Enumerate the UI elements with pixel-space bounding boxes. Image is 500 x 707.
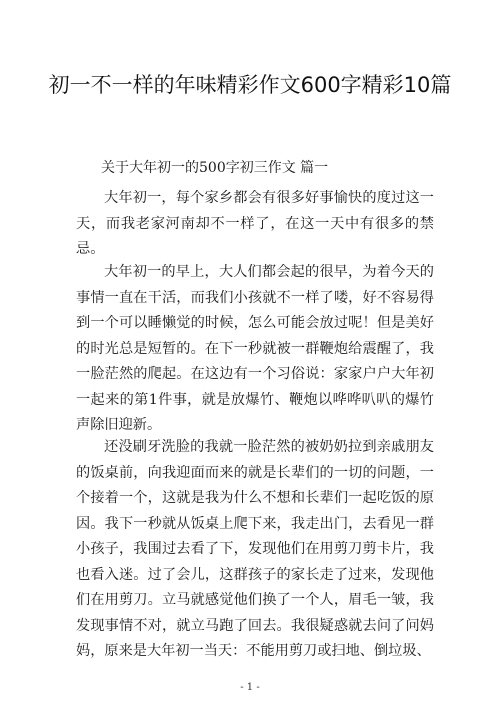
paragraph-2: 大年初一的早上，大人们都会起的很早，为着今天的事情一直在干活，而我们小孩就不一样了喽，好不容易得到一个可以睡懒觉的时候，怎么可能会放过呢！但是美好的时光总是短暂的。在下一秒就被一群鞭炮给震醒了，我一脸茫然的爬起。在这边有一个习俗说：家家户户大年初一起来的第1件事，就是放爆竹、鞭炮以哗哗叭叭的爆竹声除旧迎新。	[76, 264, 434, 433]
document-title: 初一不一样的年味精彩作文600字精彩10篇	[48, 73, 452, 97]
page-number: - 1 -	[240, 682, 260, 693]
paragraph-3: 还没刷牙洗脸的我就一脸茫然的被奶奶拉到亲戚朋友的饭桌前，向我迎面而来的就是长辈们的一切的问题，一个接着一个，这就是我为什么不想和长辈们一起吃饭的原因。我下一秒就从饭桌上爬下来，我走出门，去看见一群小孩子，我围过去看了下，发现他们在用剪刀剪卡片，我也看入迷。过了会儿，这群孩子的家长走了过来，发现他们在用剪刀。立马就感觉他们换了一个人，眉毛一皱，我发现事情不对，就立马跑了回去。我很疑惑就去问了问妈妈，原来是大年初一当天：不能用剪刀或扫地、倒垃圾、	[76, 439, 434, 659]
paragraph-1: 大年初一，每个家乡都会有很多好事愉快的度过这一天，而我老家河南却不一样了，在这一天中有很多的禁忌。	[76, 190, 434, 257]
section-heading: 关于大年初一的500字初三作文 篇一	[101, 160, 329, 176]
